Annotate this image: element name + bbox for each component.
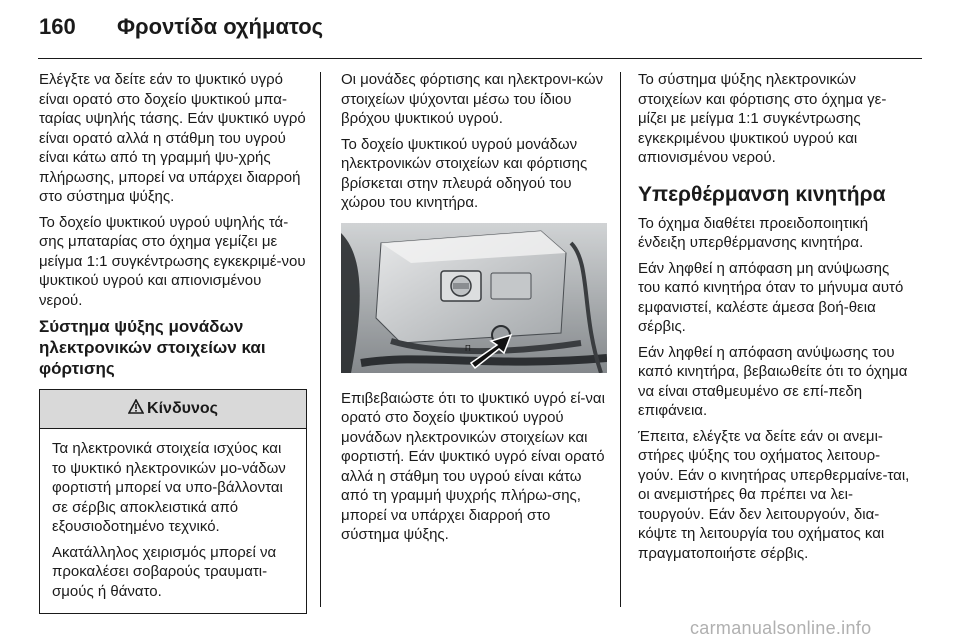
col3-paragraph-3: Εάν ληφθεί η απόφαση μη ανύψωσης του καπό κινητήρα όταν το μήνυμα αυτό εμφανιστεί, καλέστε άμεσα βοή-θεια σέρβις. xyxy=(638,259,904,335)
danger-box xyxy=(39,389,307,614)
svg-text:Π: Π xyxy=(465,343,471,353)
col1-paragraph-2: Το δοχείο ψυκτικού υγρού υψηλής τά-σης μπαταρίας στο όχημα γεμίζει με μείγμα 1:1 συγκέντρωσης εγκεκριμέ-νου ψυκτικού υγρού και απιονισμένου νερού. xyxy=(39,213,306,309)
column-3 xyxy=(638,70,910,569)
col3-paragraph-4: Εάν ληφθεί η απόφαση ανύψωσης του καπό κινητήρα, βεβαιωθείτε ότι το όχημα να είναι σταθμευμένο σε επί-πεδη επιφάνεια. xyxy=(638,343,908,419)
header-rule xyxy=(38,58,922,59)
column-1 xyxy=(39,70,307,614)
engine-bay-figure xyxy=(341,223,607,373)
column-divider-2 xyxy=(620,72,621,607)
page-number: 160 xyxy=(39,14,76,39)
col2-paragraph-3: Επιβεβαιώστε ότι το ψυκτικό υγρό εί-ναι ορατό στο δοχείο ψυκτικού υγρού μονάδων ηλεκτρονικών στοιχείων και φορτιστή. Εάν ψυκτικό υγρό είναι ορατό αλλά η στάθμη του υγρού είναι κάτω από τη γραμμή ψυχρής πλήρω-σης, μπορεί να υπάρχει διαρροή στο σύστημα ψύξης. xyxy=(341,389,605,543)
danger-paragraph-1: Τα ηλεκτρονικά στοιχεία ισχύος και το ψυκτικό ηλεκτρονικών μο-νάδων φορτιστή μπορεί να υπο-βάλλονται σε σέρβις αποκλειστικά από εξουσιοδοτημένο τεχνικό. xyxy=(52,440,286,535)
col3-paragraph-2: Το όχημα διαθέτει προειδοποιητική ένδειξη υπερθέρμανσης κινητήρα. xyxy=(638,214,869,251)
col1-paragraph-1: Ελέγξτε να δείτε εάν το ψυκτικό υγρό είναι ορατό στο δοχείο ψυκτικού μπα-ταρίας υψηλής τάσης. Εάν ψυκτικό υγρό είναι ορατό αλλά η στάθμη του υγρού είναι κάτω από τη γραμμή ψυ-χρής πλήρωσης, μπορεί να υπάρχει διαρροή στο σύστημα ψύξης. xyxy=(39,71,306,205)
col3-paragraph-5: Έπειτα, ελέγξτε να δείτε εάν οι ανεμι-στήρες ψύξης του οχήματος λειτουρ-γούν. Εάν ο κινητήρας υπερθερμαίνε-ται, οι ανεμιστήρες θα πρέπει να λει-τουργούν. Εάν δεν λειτουργούν, δια-κόψτε τη λειτουργία του οχήματος και πραγματοποιήστε σέρβις. xyxy=(638,427,910,562)
column-divider-1 xyxy=(320,72,321,607)
danger-header xyxy=(40,390,306,429)
danger-title: Κίνδυνος xyxy=(147,400,218,418)
col2-paragraph-2: Το δοχείο ψυκτικού υγρού μονάδων ηλεκτρονικών στοιχείων και φόρτισης βρίσκεται στην πλευρά οδηγού του χώρου του κινητήρα. xyxy=(341,135,588,211)
page-title: Φροντίδα οχήματος xyxy=(117,14,324,39)
col1-heading: Σύστημα ψύξης μονάδων ηλεκτρονικών στοιχείων και φόρτισης xyxy=(39,317,266,378)
col3-paragraph-1: Το σύστημα ψύξης ηλεκτρονικών στοιχείων και φόρτισης στο όχημα γε-μίζει με μείγμα 1:1 συγκέντρωσης εγκεκριμένου ψυκτικού υγρού και απιονισμένου νερού. xyxy=(638,71,887,166)
warning-triangle-icon xyxy=(128,399,144,420)
danger-paragraph-2: Ακατάλληλος χειρισμός μπορεί να προκαλέσει σοβαρούς τραυματι-σμούς ή θάνατο. xyxy=(52,543,277,600)
danger-body xyxy=(40,429,306,613)
col2-paragraph-1: Οι μονάδες φόρτισης και ηλεκτρονι-κών στοιχείων ψύχονται μέσω του ίδιου βρόχου ψυκτικού υγρού. xyxy=(341,71,604,127)
coolant-reservoir-illustration xyxy=(341,223,607,373)
watermark: carmanualsonline.info xyxy=(690,618,872,638)
column-2 xyxy=(341,70,609,551)
col3-heading: Υπερθέρμανση κινητήρα xyxy=(638,182,886,206)
